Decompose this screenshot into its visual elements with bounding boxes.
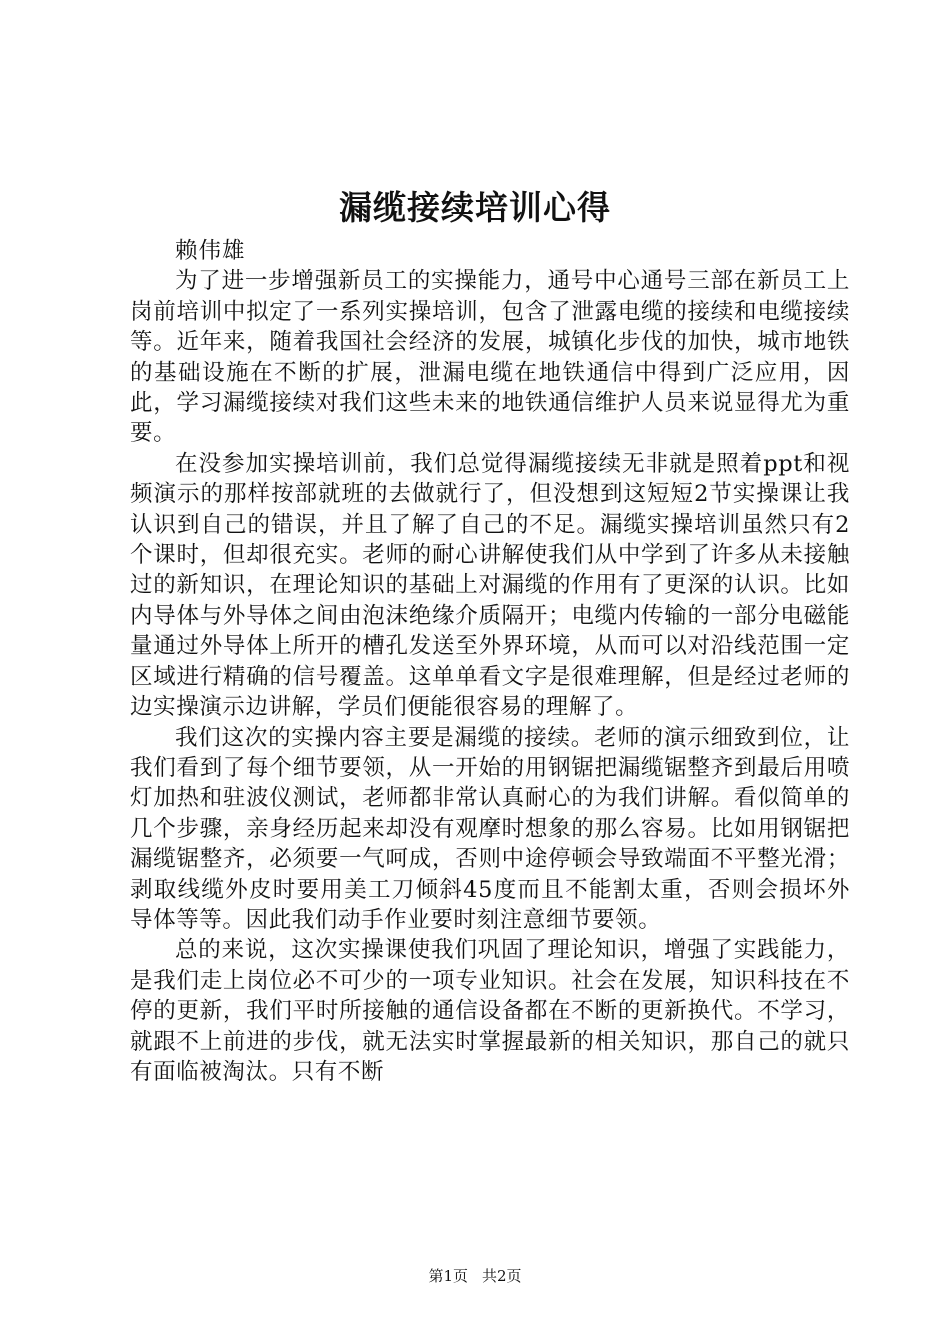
document-body [130,236,850,1087]
page-number-current: 第1页 [428,1267,468,1285]
page-footer [0,1266,950,1286]
document-title: 漏缆接续培训心得 [339,188,611,227]
paragraph-1: 为了进一步增强新员工的实操能力，通号中心通号三部在新员工上岗前培训中拟定了一系列实操培训，包含了泄露电缆的接续和电缆接续等。近年来，随着我国社会经济的发展，城镇化步伐的加快，城市地铁的基础设施在不断的扩展，泄漏电缆在地铁通信中得到广泛应用，因此，学习漏缆接续对我们这些未来的地铁通信维护人员来说显得尤为重要。 [130,268,850,447]
paragraph-4: 总的来说，这次实操课使我们巩固了理论知识，增强了实践能力，是我们走上岗位必不可少的一项专业知识。社会在发展，知识科技在不停的更新，我们平时所接触的通信设备都在不断的更新换代。不学习，就跟不上前进的步伐，就无法实时掌握最新的相关知识，那自己的就只有面临被淘汰。只有不断 [130,937,850,1085]
page-number-total: 共2页 [482,1267,522,1285]
author-name: 赖伟雄 [175,238,246,264]
paragraph-2: 在没参加实操培训前，我们总觉得漏缆接续无非就是照着ppt和视频演示的那样按部就班的去做就行了，但没想到这短短2节实操课让我认识到自己的错误，并且了解了自己的不足。漏缆实操培训虽然只有2个课时，但却很充实。老师的耐心讲解使我们从中学到了许多从未接触过的新知识，在理论知识的基础上对漏缆的作用有了更深的认识。比如内导体与外导体之间由泡沫绝缘介质隔开；电缆内传输的一部分电磁能量通过外导体上所开的槽孔发送至外界环境，从而可以对沿线范围一定区域进行精确的信号覆盖。这单单看文字是很难理解，但是经过老师的边实操演示边讲解，学员们便能很容易的理解了。 [130,450,850,721]
paragraph-3: 我们这次的实操内容主要是漏缆的接续。老师的演示细致到位，让我们看到了每个细节要领，从一开始的用钢锯把漏缆锯整齐到最后用喷灯加热和驻波仪测试，老师都非常认真耐心的为我们讲解。看似简单的几个步骤，亲身经历起来却没有观摩时想象的那么容易。比如用钢锯把漏缆锯整齐，必须要一气呵成，否则中途停顿会导致端面不平整光滑；剥取线缆外皮时要用美工刀倾斜45度而且不能割太重，否则会损坏外导体等等。因此我们动手作业要时刻注意细节要领。 [130,724,850,933]
